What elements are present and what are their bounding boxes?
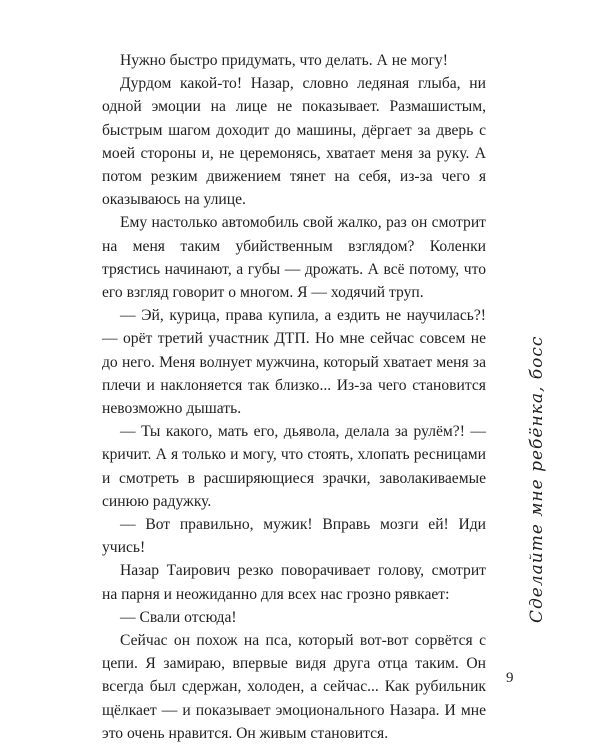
paragraph-9: Сейчас он похож на пса, который вот-вот сорвётся с цепи. Я замираю, впервые видя друга отца таким. Он всегда был сдержан, холоден, а сейчас... Как рубильник щёлкает — и показывает эмоционального Назара. И мне это очень нравится. Он живым становится. <box>102 632 486 742</box>
running-book-title: Сделайте мне ребёнка, босс <box>527 335 547 623</box>
paragraph-5: — Ты какого, мать его, дьявола, делала за рулём?! — кричит. А я только и могу, что стоять, хлопать ресницами и смотреть в расширяющиеся зрачки, заволакиваемые синюю радужку. <box>102 423 486 510</box>
page-body-text <box>102 49 486 745</box>
paragraph-4: — Эй, курица, права купила, а ездить не научилась?! — орёт третий участник ДТП. Но мне сейчас совсем не до него. Меня волнует мужчина, который хватает меня за плечи и наклоняется так близко... Из-за чего становится невозможно дышать. <box>102 307 486 418</box>
paragraph-3: Ему настолько автомобиль свой жалко, раз он смотрит на меня таким убийственным взглядом? Коленки трястись начинают, а губы — дрожать. А всё потому, что его взгляд говорит о многом. Я — ходячий труп. <box>102 214 486 302</box>
paragraph-2: Дурдом какой-то! Назар, словно ледяная глыба, ни одной эмоции на лице не показывает. Размашистым, быстрым шагом доходит до машины, дёргает за дверь с моей стороны и, не церемонясь, хватает меня за руку. А потом резким движением тянет на себя, из-за чего я оказываюсь на улице. <box>102 75 486 209</box>
paragraph-8: — Свали отсюда! <box>120 608 237 626</box>
paragraph-1: Нужно быстро придумать, что делать. А не могу! <box>120 52 448 69</box>
page-number: 9 <box>506 670 514 686</box>
paragraph-6: — Вот правильно, мужик! Вправь мозги ей! Иди учись! <box>102 516 486 557</box>
paragraph-7: Назар Таирович резко поворачивает голову, смотрит на парня и неожиданно для всех нас грозно рявкает: <box>102 562 486 603</box>
